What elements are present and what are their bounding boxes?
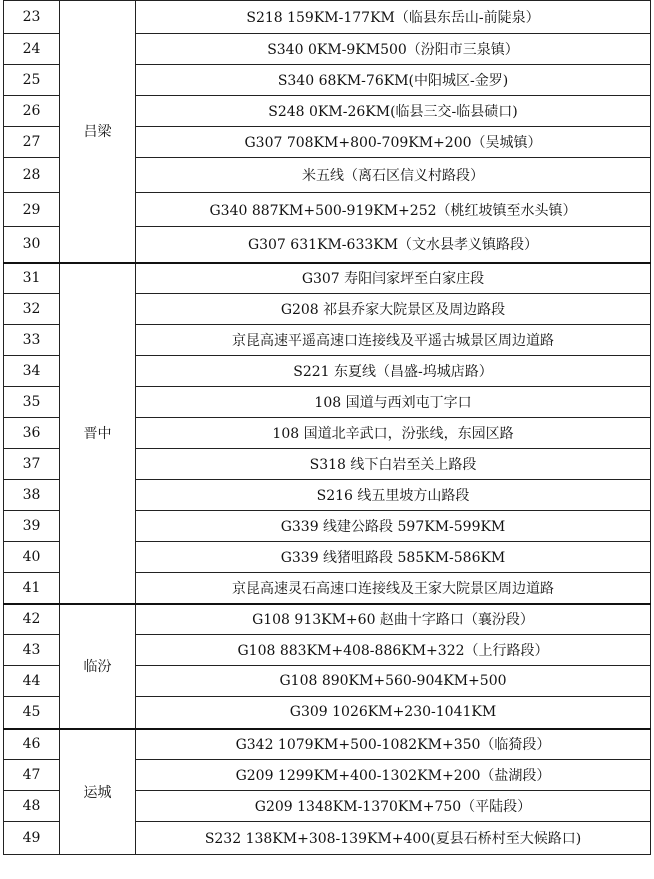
row-number: 45 (4, 697, 60, 729)
road-section-cell: S216 线五里坡方山路段 (136, 480, 651, 511)
road-section-cell: G339 线建公路段 597KM-599KM (136, 511, 651, 542)
row-number: 27 (4, 127, 60, 158)
road-section-cell: 京昆高速平遥高速口连接线及平遥古城景区周边道路 (136, 325, 651, 356)
road-section-cell: 108 国道与西刘屯丁字口 (136, 387, 651, 418)
table-body (4, 1, 651, 855)
road-section-cell: S232 138KM+308-139KM+400(夏县石桥村至大候路口) (136, 822, 651, 855)
road-section-cell: S340 0KM-9KM500（汾阳市三泉镇） (136, 34, 651, 65)
road-section-table (3, 0, 651, 855)
row-number: 40 (4, 542, 60, 573)
row-number: 39 (4, 511, 60, 542)
road-section-cell: G209 1348KM-1370KM+750（平陆段） (136, 791, 651, 822)
road-section-cell: S318 线下白岩至关上路段 (136, 449, 651, 480)
row-number: 37 (4, 449, 60, 480)
road-section-cell: 米五线（离石区信义村路段） (136, 158, 651, 193)
road-section-cell: G309 1026KM+230-1041KM (136, 697, 651, 729)
row-number: 26 (4, 96, 60, 127)
row-number: 38 (4, 480, 60, 511)
road-section-cell: G108 883KM+408-886KM+322（上行路段） (136, 635, 651, 666)
row-number: 32 (4, 294, 60, 325)
table-row (4, 729, 651, 760)
row-number: 30 (4, 227, 60, 263)
row-number: 48 (4, 791, 60, 822)
row-number: 28 (4, 158, 60, 193)
region-cell: 晋中 (60, 263, 136, 604)
road-section-cell: S340 68KM-76KM(中阳城区-金罗) (136, 65, 651, 96)
row-number: 47 (4, 760, 60, 791)
road-section-cell: G209 1299KM+400-1302KM+200（盐湖段） (136, 760, 651, 791)
road-section-cell: G108 890KM+560-904KM+500 (136, 666, 651, 697)
road-section-cell: 京昆高速灵石高速口连接线及王家大院景区周边道路 (136, 573, 651, 604)
row-number: 33 (4, 325, 60, 356)
row-number: 35 (4, 387, 60, 418)
road-section-cell: 108 国道北辛武口，汾张线，东园区路 (136, 418, 651, 449)
table-row (4, 1, 651, 34)
row-number: 25 (4, 65, 60, 96)
row-number: 43 (4, 635, 60, 666)
road-section-cell: G340 887KM+500-919KM+252（桃红坡镇至水头镇） (136, 193, 651, 227)
table-row (4, 604, 651, 635)
road-section-cell: S218 159KM-177KM（临县东岳山-前陡泉） (136, 1, 651, 34)
region-cell: 吕梁 (60, 1, 136, 263)
row-number: 34 (4, 356, 60, 387)
table-row (4, 263, 651, 294)
region-cell: 临汾 (60, 604, 136, 729)
road-section-cell: S248 0KM-26KM(临县三交-临县碛口) (136, 96, 651, 127)
row-number: 24 (4, 34, 60, 65)
road-section-cell: G307 631KM-633KM（文水县孝义镇路段） (136, 227, 651, 263)
road-section-cell: G208 祁县乔家大院景区及周边路段 (136, 294, 651, 325)
road-section-cell: G339 线猪咀路段 585KM-586KM (136, 542, 651, 573)
row-number: 36 (4, 418, 60, 449)
row-number: 23 (4, 1, 60, 34)
row-number: 46 (4, 729, 60, 760)
road-section-cell: G307 寿阳闫家坪至白家庄段 (136, 263, 651, 294)
row-number: 29 (4, 193, 60, 227)
region-cell: 运城 (60, 729, 136, 855)
road-section-cell: G342 1079KM+500-1082KM+350（临猗段） (136, 729, 651, 760)
row-number: 31 (4, 263, 60, 294)
road-section-cell: G108 913KM+60 赵曲十字路口（襄汾段） (136, 604, 651, 635)
row-number: 44 (4, 666, 60, 697)
road-section-cell: S221 东夏线（昌盛-坞城店路） (136, 356, 651, 387)
row-number: 41 (4, 573, 60, 604)
row-number: 42 (4, 604, 60, 635)
road-section-cell: G307 708KM+800-709KM+200（吴城镇） (136, 127, 651, 158)
row-number: 49 (4, 822, 60, 855)
